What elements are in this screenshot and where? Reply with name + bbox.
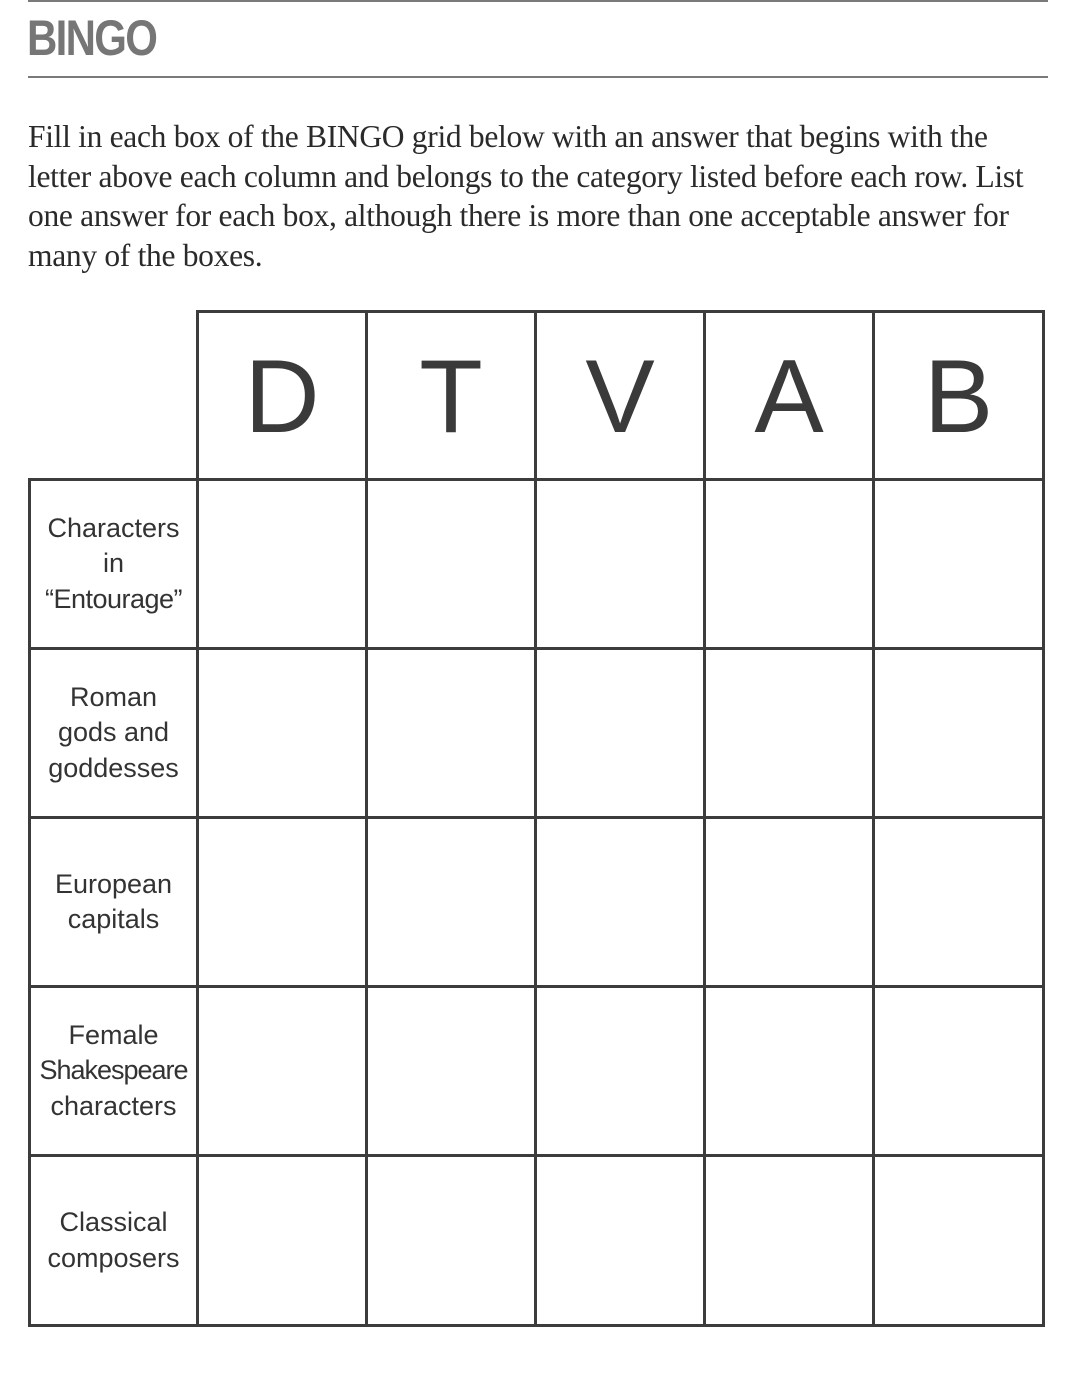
bingo-grid bbox=[28, 310, 1047, 1328]
answer-box[interactable] bbox=[706, 481, 875, 650]
row-label-line: Shakespeare bbox=[39, 1055, 188, 1086]
answer-box[interactable] bbox=[199, 1157, 368, 1327]
answer-box[interactable] bbox=[875, 481, 1045, 650]
answer-box[interactable] bbox=[875, 650, 1045, 819]
answer-box[interactable] bbox=[368, 481, 537, 650]
row-label-1 bbox=[28, 481, 199, 650]
column-header-5: B bbox=[875, 310, 1045, 481]
answer-box[interactable] bbox=[199, 650, 368, 819]
column-header-3: V bbox=[537, 310, 706, 481]
row-label-line: characters bbox=[50, 1090, 177, 1121]
instructions-text: Fill in each box of the BINGO grid below with an answer that begins with the letter above each column and belongs to the category listed before each row. List one answer for each box, although there is more than one acceptable answer for many of the boxes. bbox=[28, 119, 1024, 273]
answer-box[interactable] bbox=[537, 650, 706, 819]
row-label-line: “Entourage” bbox=[44, 583, 183, 614]
row-label-2 bbox=[28, 650, 199, 819]
answer-box[interactable] bbox=[706, 988, 875, 1157]
column-header-1: D bbox=[199, 310, 368, 481]
answer-box[interactable] bbox=[368, 1157, 537, 1327]
row-label-line: Characters bbox=[47, 512, 180, 543]
answer-box[interactable] bbox=[199, 819, 368, 988]
answer-box[interactable] bbox=[706, 650, 875, 819]
row-label-5 bbox=[28, 1157, 199, 1327]
answer-box[interactable] bbox=[199, 481, 368, 650]
row-label-line: gods and bbox=[57, 717, 170, 748]
row-label-line: Roman bbox=[69, 681, 158, 712]
row-label-line: in bbox=[102, 548, 124, 579]
answer-box[interactable] bbox=[199, 988, 368, 1157]
row-label-line: composers bbox=[47, 1242, 180, 1273]
row-label-4 bbox=[28, 988, 199, 1157]
title-rule bbox=[28, 76, 1048, 78]
row-label-line: European bbox=[54, 868, 173, 899]
answer-box[interactable] bbox=[706, 1157, 875, 1327]
answer-box[interactable] bbox=[537, 988, 706, 1157]
answer-box[interactable] bbox=[537, 1157, 706, 1327]
row-label-line: Female bbox=[68, 1019, 159, 1050]
answer-box[interactable] bbox=[875, 819, 1045, 988]
row-label-line: capitals bbox=[67, 904, 160, 934]
answer-box[interactable] bbox=[706, 819, 875, 988]
page-title: BINGO bbox=[27, 10, 157, 66]
column-header-2: T bbox=[368, 310, 537, 481]
answer-box[interactable] bbox=[368, 819, 537, 988]
answer-box[interactable] bbox=[875, 988, 1045, 1157]
row-label-line: goddesses bbox=[48, 752, 179, 783]
answer-box[interactable] bbox=[537, 481, 706, 650]
top-rule bbox=[28, 0, 1048, 2]
answer-box[interactable] bbox=[875, 1157, 1045, 1327]
answer-box[interactable] bbox=[368, 650, 537, 819]
column-header-4: A bbox=[706, 310, 875, 481]
grid-corner bbox=[28, 310, 199, 481]
answer-box[interactable] bbox=[537, 819, 706, 988]
row-label-line: Classical bbox=[59, 1207, 168, 1237]
answer-box[interactable] bbox=[368, 988, 537, 1157]
row-label-3 bbox=[28, 819, 199, 988]
